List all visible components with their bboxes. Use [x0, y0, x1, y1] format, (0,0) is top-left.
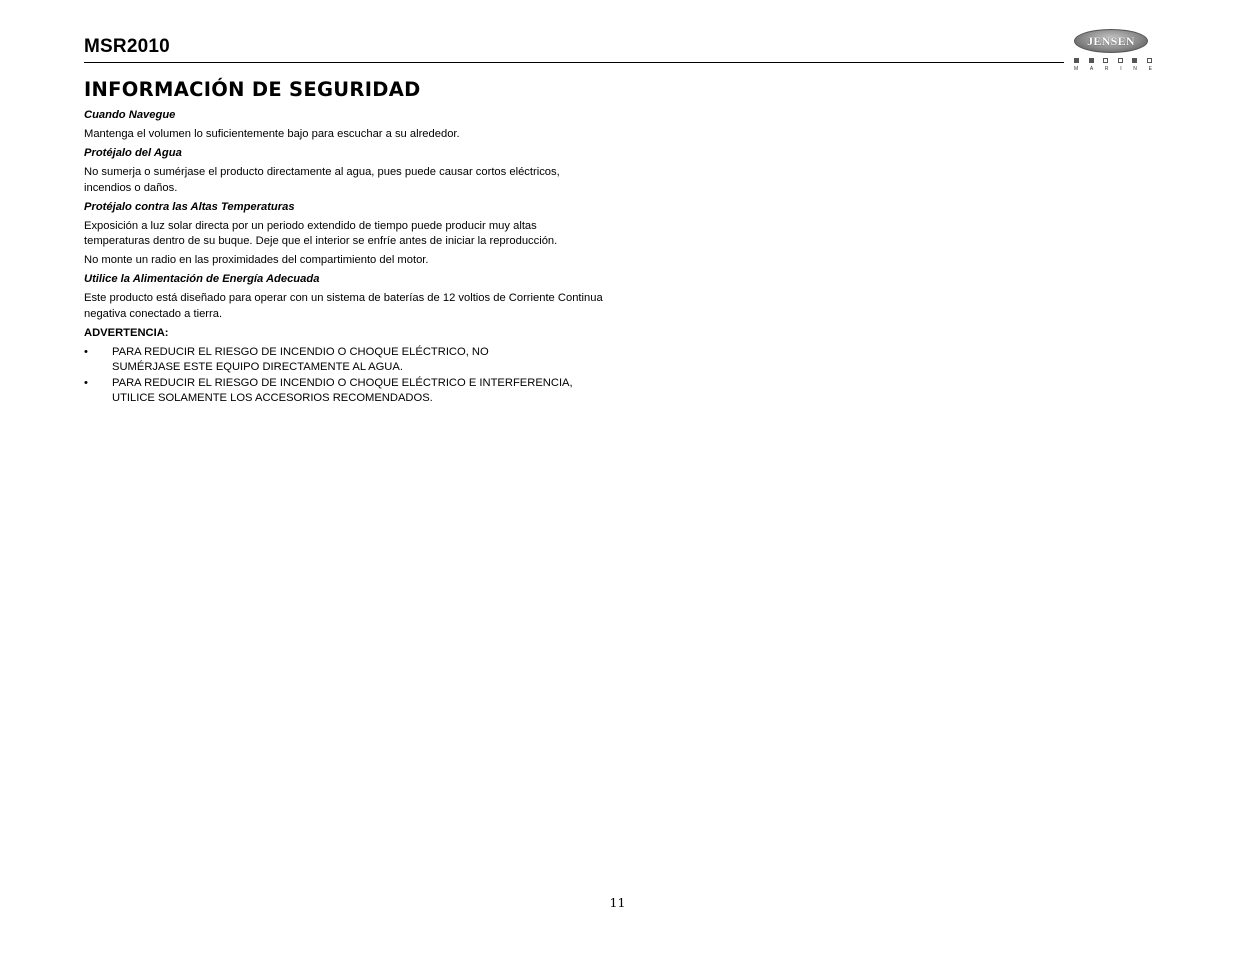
section-paragraph: No sumerja o sumérjase el producto directamente al agua, pues puede causar cortos eléctricos, incendios o daños.: [84, 166, 560, 194]
bullet-icon: •: [84, 345, 88, 358]
logo-brand-text: JENSEN: [1087, 34, 1135, 48]
section-heading: Utilice la Alimentación de Energía Adecuada: [84, 273, 320, 285]
logo-square: [1089, 58, 1094, 63]
warning-label: ADVERTENCIA:: [84, 326, 169, 339]
bullet-icon: •: [84, 376, 88, 389]
logo-square-row: [1074, 58, 1152, 63]
section-heading: Protéjalo del Agua: [84, 147, 182, 159]
section-heading: Protéjalo contra las Altas Temperaturas: [84, 200, 295, 213]
warning-item: [84, 345, 552, 376]
warning-item: [84, 376, 612, 407]
logo-letter: N: [1133, 66, 1137, 72]
safety-content: [84, 108, 614, 407]
jensen-marine-logo-icon: [1072, 27, 1154, 77]
logo-square: [1132, 58, 1137, 63]
section-paragraph: No monte un radio en las proximidades del compartimiento del motor.: [84, 254, 429, 266]
warning-list: [84, 345, 614, 407]
logo-square: [1074, 58, 1079, 63]
section-paragraph: Mantenga el volumen lo suficientemente bajo para escuchar a su alrededor.: [84, 128, 460, 140]
page-number: 11: [609, 895, 626, 910]
logo-marine-text: [1074, 66, 1152, 72]
logo-square: [1103, 58, 1108, 63]
header-rule: [84, 62, 1064, 63]
section-paragraph: Exposición a luz solar directa por un periodo extendido de tiempo puede producir muy altas temperaturas dentro de su buque. Deje que el interior se enfríe antes de iniciar la reproducción.: [84, 219, 558, 247]
section-heading: Cuando Navegue: [84, 109, 176, 121]
logo-letter: I: [1120, 66, 1122, 72]
logo-letter: A: [1089, 66, 1094, 72]
logo-letter: R: [1104, 66, 1109, 72]
logo-square: [1118, 58, 1123, 63]
model-name: MSR2010: [84, 36, 170, 57]
logo-square: [1147, 58, 1152, 63]
logo-letter: E: [1148, 66, 1152, 72]
section-paragraph: Este producto está diseñado para operar con un sistema de baterías de 12 voltios de Corriente Continua negativa conectado a tierra.: [84, 292, 603, 320]
logo-letter: M: [1074, 66, 1079, 72]
warning-item-text: PARA REDUCIR EL RIESGO DE INCENDIO O CHOQUE ELÉCTRICO, NO SUMÉRJASE ESTE EQUIPO DIRECTAMENTE AL AGUA.: [112, 345, 489, 373]
warning-item-text: PARA REDUCIR EL RIESGO DE INCENDIO O CHOQUE ELÉCTRICO E INTERFERENCIA, UTILICE SOLAMENTE LOS ACCESORIOS RECOMENDADOS.: [112, 376, 573, 404]
page-title: INFORMACIÓN DE SEGURIDAD: [84, 78, 421, 101]
